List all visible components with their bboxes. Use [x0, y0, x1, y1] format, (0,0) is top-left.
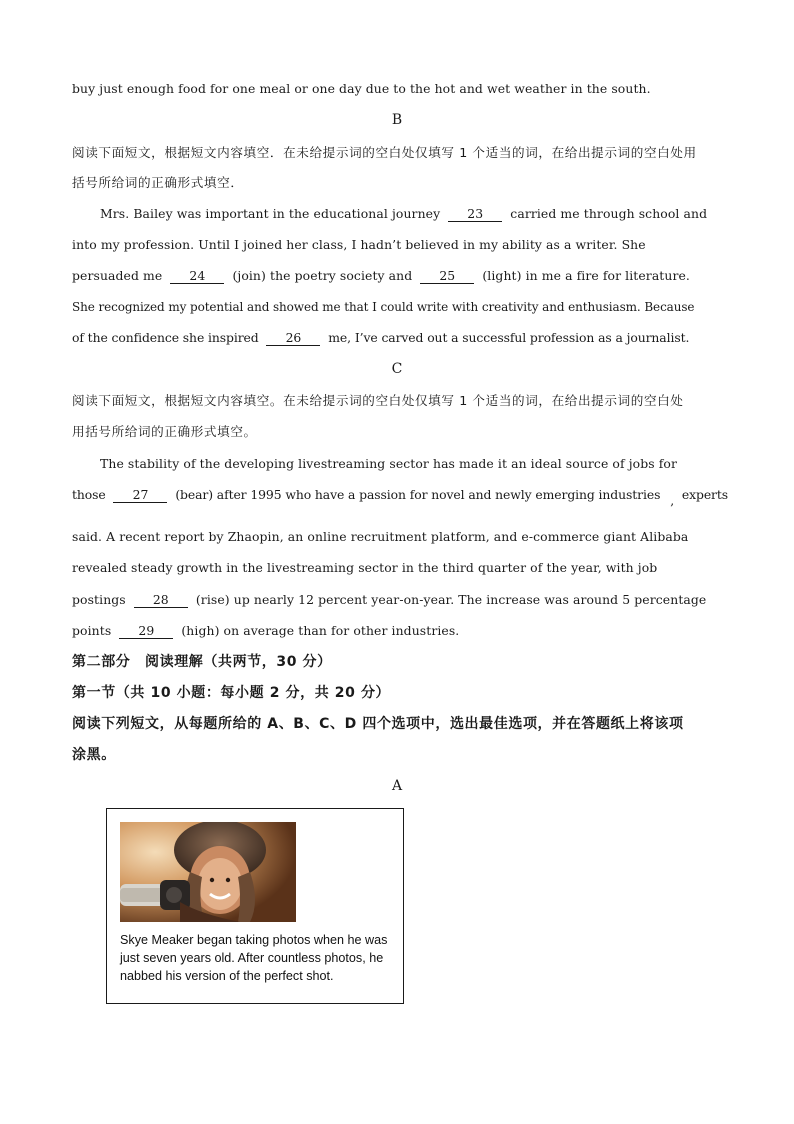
passage-line: [72, 591, 724, 609]
passage-line: said. A recent report by Zhaopin, an online recruitment platform, and e-commerce giant Alibaba: [72, 529, 689, 544]
passage-text: (light) in me a fire for literature.: [482, 268, 690, 283]
blank-27[interactable]: 27: [113, 488, 167, 503]
part-heading: 第二部分 阅读理解（共两节，30 分）: [72, 654, 332, 670]
passage-line: [72, 205, 724, 223]
blank-23[interactable]: 23: [448, 207, 502, 222]
passage-line: The stability of the developing livestreaming sector has made it an ideal source of jobs for: [100, 456, 678, 471]
passage-text: points: [72, 623, 112, 638]
passage-text: of the confidence she inspired: [72, 330, 259, 345]
passage-text: experts: [681, 487, 729, 502]
photo-card: [106, 808, 404, 1004]
passage-text: (high) on average than for other industries.: [181, 623, 460, 638]
photo-caption: Skye Meaker began taking photos when he was just seven years old. After countless photos, he nabbed his version of the perfect shot.: [120, 933, 388, 983]
instruction-line: 阅读下列短文，从每题所给的 A、B、C、D 四个选项中，选出最佳选项，并在答题纸上将该项: [72, 716, 684, 732]
comma: ,: [670, 493, 675, 508]
passage-line: She recognized my potential and showed me that I could write with creativity and enthusiasm. Because: [72, 300, 695, 314]
section-heading-c: C: [391, 361, 403, 377]
blank-24[interactable]: 24: [170, 269, 224, 284]
subsection-heading: 第一节（共 10 小题：每小题 2 分，共 20 分）: [72, 685, 391, 701]
passage-text: me, I’ve carved out a successful profession as a journalist.: [328, 330, 690, 345]
passage-text: (join) the poetry society and: [232, 268, 413, 283]
text-line: buy just enough food for one meal or one day due to the hot and wet weather in the south.: [72, 81, 651, 96]
passage-line: revealed steady growth in the livestreaming sector in the third quarter of the year, with job: [72, 560, 658, 575]
photographer-image: [120, 822, 296, 922]
passage-text: postings: [72, 592, 126, 607]
passage-text: (rise) up nearly 12 percent year-on-year. The increase was around 5 percentage: [195, 592, 707, 607]
blank-25[interactable]: 25: [420, 269, 474, 284]
passage-line: [72, 267, 724, 285]
blank-29[interactable]: 29: [119, 624, 173, 639]
section-heading-a: A: [391, 778, 403, 794]
passage-line: into my profession. Until I joined her class, I hadn’t believed in my ability as a writer. She: [72, 237, 646, 252]
passage-line: [72, 622, 724, 640]
blank-28[interactable]: 28: [134, 593, 188, 608]
section-heading-b: B: [391, 112, 403, 128]
passage-text: (bear) after 1995 who have a passion for novel and newly emerging industries: [175, 487, 661, 502]
instruction-line: 涂黑。: [72, 747, 116, 763]
instruction-line: 阅读下面短文，根据短文内容填空．在未给提示词的空白处仅填写 1 个适当的词，在给出提示词的空白处用: [72, 145, 697, 160]
passage-text: carried me through school and: [510, 206, 708, 221]
passage-text: those: [72, 487, 106, 502]
passage-text: Mrs. Bailey was important in the educational journey: [100, 206, 441, 221]
photo: [120, 822, 296, 922]
passage-text: persuaded me: [72, 268, 163, 283]
instruction-line: 用括号所给词的正确形式填空。: [72, 424, 257, 439]
passage-line: [72, 329, 724, 347]
instruction-line: 阅读下面短文，根据短文内容填空。在未给提示词的空白处仅填写 1 个适当的词，在给出提示词的空白处: [72, 393, 684, 408]
passage-line: [72, 486, 729, 508]
instruction-line: 括号所给词的正确形式填空．: [72, 175, 244, 190]
blank-26[interactable]: 26: [266, 331, 320, 346]
